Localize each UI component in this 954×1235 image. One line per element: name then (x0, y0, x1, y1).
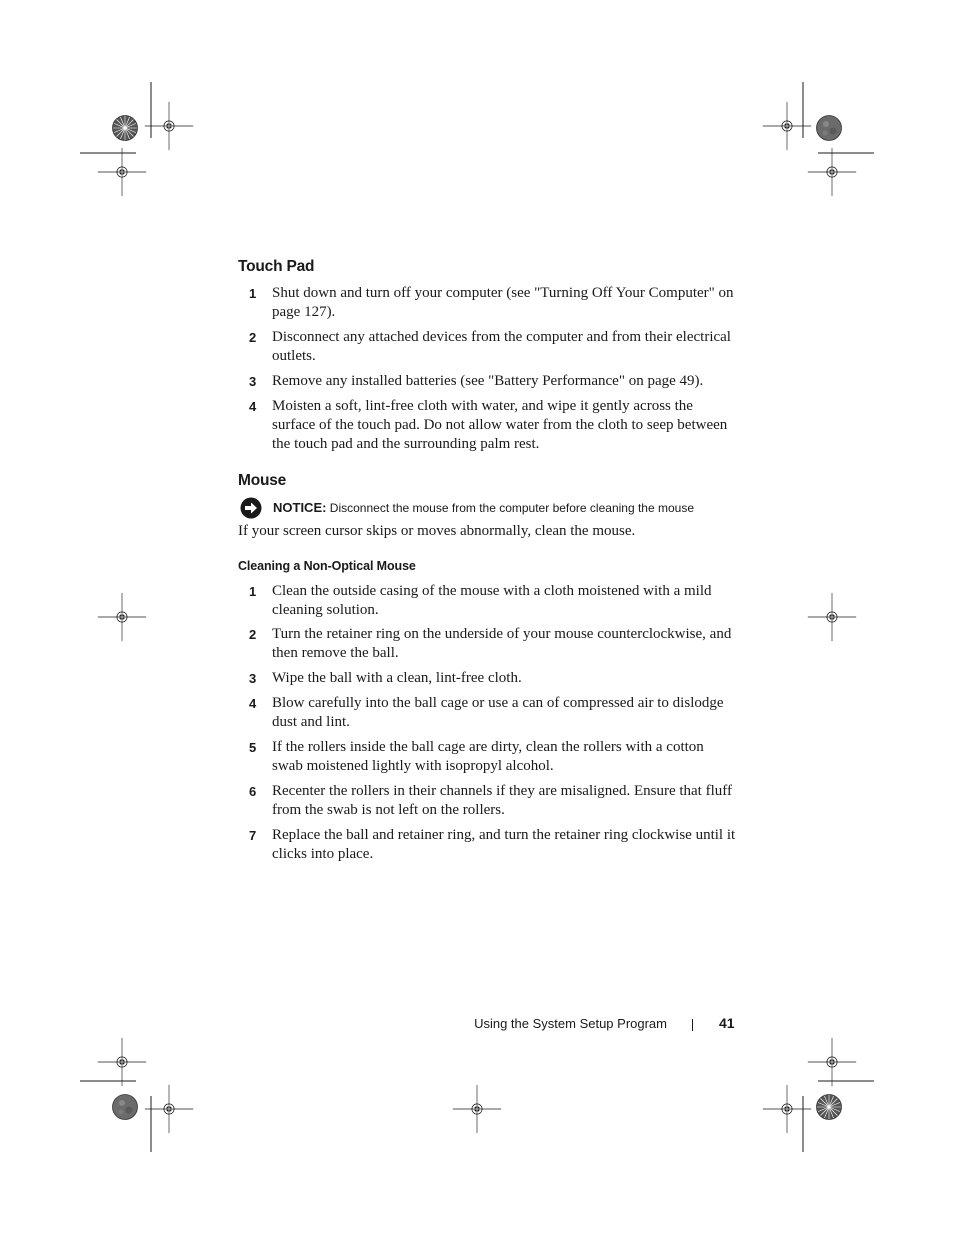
step-text: If the rollers inside the ball cage are dirty, clean the rollers with a cotton swab moistened lightly with isopropyl alcohol. (272, 739, 704, 774)
mouse-intro: If your screen cursor skips or moves abnormally, clean the mouse. (238, 523, 636, 539)
touch-pad-steps (238, 284, 738, 454)
color-wheel-icon (817, 116, 842, 141)
list-item (238, 372, 738, 391)
registration-mark-icon (145, 1085, 193, 1133)
registration-mark-icon (145, 102, 193, 150)
step-text: Disconnect any attached devices from the computer and from their electrical outlets. (272, 329, 731, 364)
step-number: 3 (249, 671, 257, 686)
list-item (238, 397, 738, 454)
step-number: 7 (249, 828, 257, 843)
registration-mark-icon (98, 1038, 146, 1086)
step-text: Recenter the rollers in their channels if they are misaligned. Ensure that fluff from the swab is not left on the rollers. (272, 783, 732, 818)
color-wheel-icon (113, 116, 138, 141)
step-text: Wipe the ball with a clean, lint-free cloth. (272, 670, 522, 686)
step-number: 2 (249, 627, 257, 642)
step-number: 5 (249, 740, 257, 755)
step-text: Replace the ball and retainer ring, and turn the retainer ring clockwise until it clicks into place. (272, 827, 736, 862)
step-number: 2 (249, 330, 257, 345)
registration-mark-icon (763, 1085, 811, 1133)
notice-box (238, 499, 738, 517)
mouse-heading: Mouse (238, 472, 287, 489)
touch-pad-heading: Touch Pad (238, 258, 315, 275)
registration-mark-icon (808, 1038, 856, 1086)
list-item (238, 582, 738, 620)
step-text: Shut down and turn off your computer (see "Turning Off Your Computer" on page 127). (272, 285, 734, 320)
step-text: Remove any installed batteries (see "Battery Performance" on page 49). (272, 373, 704, 389)
registration-mark-icon (453, 1085, 501, 1133)
step-number: 1 (249, 286, 257, 301)
step-text: Clean the outside casing of the mouse with a cloth moistened with a mild cleaning solution. (272, 583, 712, 618)
registration-mark-icon (763, 102, 811, 150)
list-item (238, 782, 738, 820)
notice-label: NOTICE: (273, 500, 327, 515)
list-item (238, 625, 738, 663)
list-item (238, 738, 738, 776)
list-item (238, 284, 738, 322)
step-number: 4 (249, 696, 257, 711)
color-wheel-icon (817, 1095, 842, 1120)
registration-mark-icon (98, 593, 146, 641)
step-number: 6 (249, 784, 257, 799)
list-item (238, 669, 738, 688)
step-text: Blow carefully into the ball cage or use a can of compressed air to dislodge dust and lint. (272, 695, 724, 730)
list-item (238, 826, 738, 864)
page-footer (0, 1014, 954, 1036)
page-number: 41 (719, 1015, 735, 1031)
step-number: 1 (249, 584, 257, 599)
notice-arrow-icon (240, 497, 262, 519)
color-wheel-icon (113, 1095, 138, 1120)
step-text: Moisten a soft, lint-free cloth with water, and wipe it gently across the surface of the touch pad. Do not allow water from the cloth to seep between the touch pad and the surrounding palm rest. (272, 398, 728, 452)
step-number: 4 (249, 399, 257, 414)
page-content (238, 258, 738, 864)
step-text: Turn the retainer ring on the underside of your mouse counterclockwise, and then remove the ball. (272, 626, 732, 661)
registration-mark-icon (808, 148, 856, 196)
step-number: 3 (249, 374, 257, 389)
list-item (238, 694, 738, 732)
registration-mark-icon (98, 148, 146, 196)
mouse-steps (238, 582, 738, 864)
non-optical-subheading: Cleaning a Non-Optical Mouse (238, 559, 416, 573)
footer-separator (692, 1019, 693, 1031)
footer-chapter-title: Using the System Setup Program (474, 1016, 667, 1031)
notice-text: Disconnect the mouse from the computer before cleaning the mouse (329, 501, 694, 515)
list-item (238, 328, 738, 366)
registration-mark-icon (808, 593, 856, 641)
